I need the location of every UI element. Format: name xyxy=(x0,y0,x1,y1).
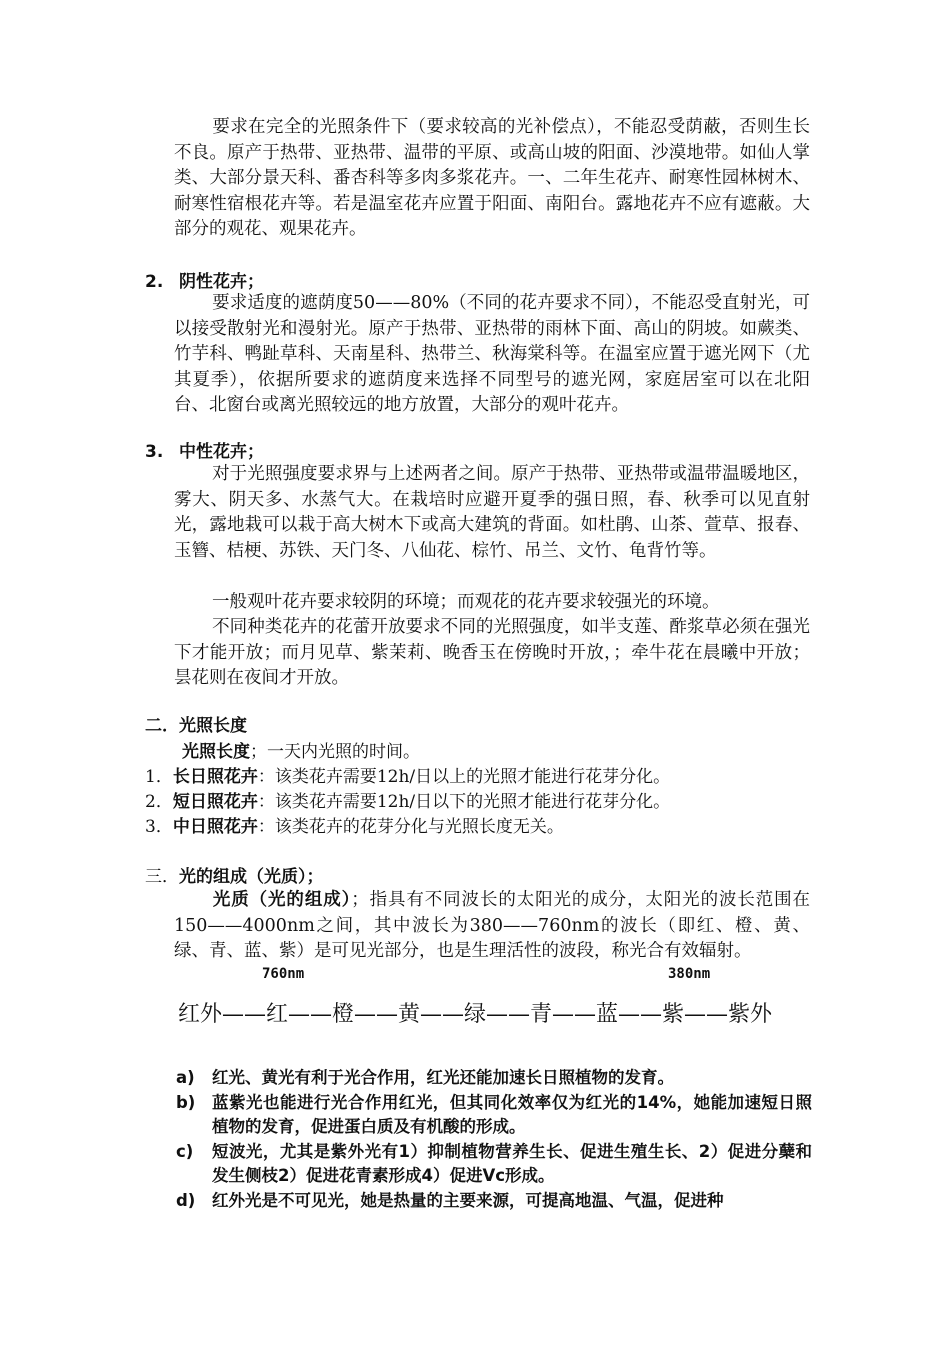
note-2-text: 不同种类花卉的花蕾开放要求不同的光照强度，如半支莲、酢浆草必须在强光下才能开放；而月见草、紫茉莉、晚香玉在傍晚时开放，；牵牛花在晨曦中开放；昙花则在夜间才开放。 xyxy=(174,617,810,689)
definition-term: 光照长度 xyxy=(182,742,250,762)
light-spectrum-line: 红外——红——橙——黄——绿——青——蓝——紫——紫外 xyxy=(178,1002,773,1027)
item-number: 2． xyxy=(145,792,173,812)
item-marker: a) xyxy=(176,1068,195,1087)
item-text: 短波光，尤其是紫外光有1）抑制植物营养生长、促进生殖生长、2）促进分蘖和发生侧枝2）促进花青素形成4）促进Vc形成。 xyxy=(212,1141,812,1185)
light-quality-heading xyxy=(145,865,324,889)
quality-text: ；指具有不同波长的太阳光的成分，太阳光的波长范围在150——4000nm之间，其中波长为380——760nm的波长（即红、橙、黄、绿、青、蓝、紫）是可见光部分，也是生理活性的波段，称光合有效辐射。 xyxy=(174,890,811,962)
light-duration-definition xyxy=(182,740,420,764)
intro-text: 要求在完全的光照条件下（要求较高的光补偿点），不能忍受荫蔽，否则生长不良。原产于热带、亚热带、温带的平原、或高山坡的阳面、沙漠地带。如仙人掌类、大部分景天科、番杏科等多肉多浆花卉。一、二年生花卉、耐寒性园林树木、耐寒性宿根花卉等。若是温室花卉应置于阳面、南阳台。露地花卉不应有遮蔽。大部分的观花、观果花卉。 xyxy=(174,117,810,240)
section-3-title: 中性花卉； xyxy=(179,442,264,462)
light-duration-heading xyxy=(145,714,247,738)
effect-item-b xyxy=(176,1091,812,1140)
definition-text: ；一天内光照的时间。 xyxy=(250,742,420,762)
wavelength-760-label: 760nm xyxy=(262,966,305,982)
section-3-note-1 xyxy=(174,590,810,616)
item-term: 长日照花卉 xyxy=(172,767,258,787)
light-duration-title: 二．光照长度 xyxy=(145,716,247,736)
item-marker: b) xyxy=(176,1092,196,1112)
section-3-text: 对于光照强度要求界与上述两者之间。原产于热带、亚热带或温带温暖地区，雾大、阴天多、水蒸气大。在栽培时应避开夏季的强日照，春、秋季可以见直射光，露地栽可以栽于高大树木下或高大建筑的背面。如杜鹃、山茶、萱草、报春、玉簪、桔梗、苏铁、天门冬、八仙花、棕竹、吊兰、文竹、龟背竹等。 xyxy=(174,464,810,561)
duration-item-3 xyxy=(145,815,564,839)
note-1-text: 一般观叶花卉要求较阴的环境；而观花的花卉要求较强光的环境。 xyxy=(212,592,720,612)
section-3-note-2 xyxy=(174,615,810,692)
item-marker: d) xyxy=(176,1190,196,1210)
effect-item-a xyxy=(176,1066,812,1091)
item-text: ：该类花卉需要12h/日以上的光照才能进行花芽分化。 xyxy=(257,767,671,787)
light-quality-definition xyxy=(174,888,810,965)
item-marker: c) xyxy=(176,1141,194,1161)
light-effects-list xyxy=(176,1066,812,1213)
item-term: 短日照花卉 xyxy=(172,792,258,812)
quality-term: 光质（光的组成） xyxy=(212,890,352,910)
item-text: ：该类花卉需要12h/日以下的光照才能进行花芽分化。 xyxy=(257,792,671,812)
effect-item-c xyxy=(176,1140,812,1189)
duration-item-2 xyxy=(145,790,670,814)
wavelength-380-label: 380nm xyxy=(668,966,711,982)
section-2-body xyxy=(174,291,810,419)
item-text: ：该类花卉的花芽分化与光照长度无关。 xyxy=(257,817,564,837)
intro-paragraph xyxy=(174,115,810,243)
section-3-number: 3. xyxy=(145,442,164,462)
duration-item-1 xyxy=(145,765,670,789)
section-2-number: 2. xyxy=(145,272,164,292)
item-text: 红外光是不可见光，她是热量的主要来源，可提高地温、气温，促进种 xyxy=(212,1190,724,1210)
light-quality-title: 光的组成（光质）； xyxy=(179,867,324,887)
light-quality-number: 三． xyxy=(145,867,179,887)
item-number: 1． xyxy=(145,767,173,787)
item-text: 红光、黄光有利于光合作用，红光还能加速长日照植物的发育。 xyxy=(212,1068,674,1087)
item-number: 3． xyxy=(145,817,173,837)
item-text: 蓝紫光也能进行光合作用红光，但其同化效率仅为红光的14%，她能加速短日照植物的发育，促进蛋白质及有机酸的形成。 xyxy=(212,1092,812,1136)
effect-item-d xyxy=(176,1189,812,1214)
section-2-title: 阴性花卉； xyxy=(179,272,264,292)
section-2-text: 要求适度的遮荫度50——80%（不同的花卉要求不同），不能忍受直射光，可以接受散射光和漫射光。原产于热带、亚热带的雨林下面、高山的阴坡。如蕨类、竹芋科、鸭趾草科、天南星科、热带兰、秋海棠科等。在温室应置于遮光网下（尤其夏季），依据所要求的遮荫度来选择不同型号的遮光网，家庭居室可以在北阳台、北窗台或离光照较远的地方放置，大部分的观叶花卉。 xyxy=(174,293,810,416)
section-3-body xyxy=(174,462,810,564)
item-term: 中日照花卉 xyxy=(172,817,258,837)
section-3-heading xyxy=(145,440,264,464)
